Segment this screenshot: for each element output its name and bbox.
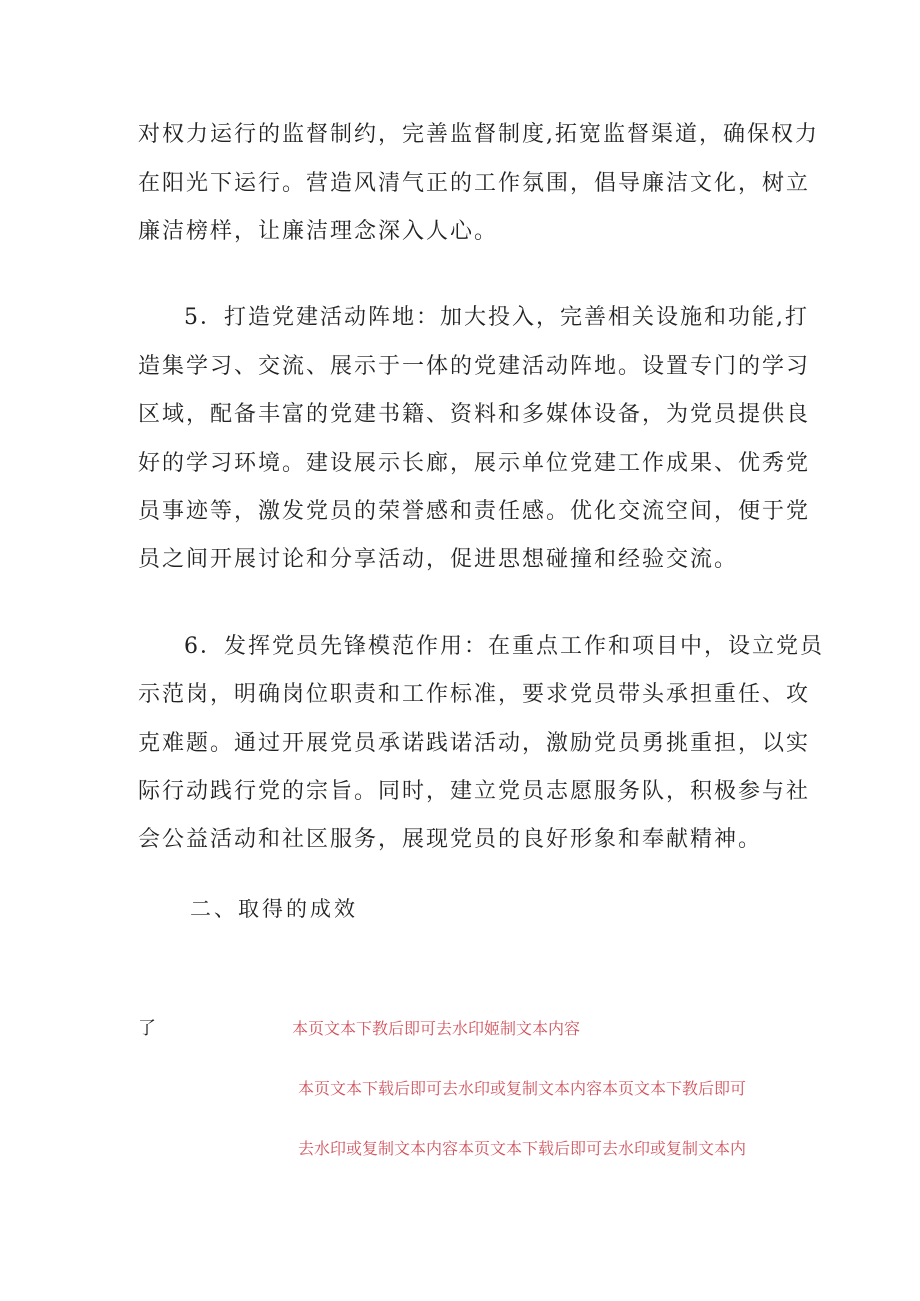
paragraph-5-line-5: 员事迹等，激发党员的荣誉感和责任感。优化交流空间，便于党 [138,499,811,524]
watermark-notice-line-1: 本页文本下教后即可去水印姬制文本内容 [292,1019,581,1038]
paragraph-5-line-3: 区域，配备丰富的党建书籍、资料和多媒体设备，为党员提供良 [138,402,811,427]
watermark-notice-line-2: 本页文本下载后即可去水印或复制文本内容本页文本下教后即可 [298,1079,747,1098]
paragraph-6-line-4: 际行动践行党的宗旨。同时，建立党员志愿服务队，积极参与社 [138,779,811,804]
paragraph-5-line-1: 5．打造党建活动阵地：加大投入，完善相关设施和功能,打 [184,305,809,330]
paragraph-prev-line-2: 在阳光下运行。营造风清气正的工作氛围，倡导廉洁文化，树立 [138,171,811,196]
paragraph-5-line-6: 员之间开展讨论和分享活动，促进思想碰撞和经验交流。 [138,547,739,572]
paragraph-6-line-3: 克难题。通过开展党员承诺践诺活动，激励党员勇挑重担，以实 [138,731,811,756]
paragraph-5-line-2: 造集学习、交流、展示于一体的党建活动阵地。设置专门的学习 [138,354,811,379]
paragraph-prev-line-1: 对权力运行的监督制约，完善监督制度,拓宽监督渠道，确保权力 [138,122,819,147]
stray-character: 了 [138,1018,156,1039]
paragraph-5-line-4: 好的学习环境。建设展示长廊，展示单位党建工作成果、优秀党 [138,451,811,476]
section-heading: 二、取得的成效 [190,897,358,921]
watermark-notice-line-3: 去水印或复制文本内容本页文本下载后即可去水印或复制文本内 [298,1139,747,1158]
paragraph-6-line-2: 示范岗，明确岗位职责和工作标准，要求党员带头承担重任、攻 [138,682,811,707]
paragraph-prev-line-3: 廉洁榜样，让廉洁理念深入人心。 [138,219,499,244]
paragraph-6-line-1: 6．发挥党员先锋模范作用：在重点工作和项目中，设立党员 [184,634,824,659]
paragraph-6-line-5: 会公益活动和社区服务，展现党员的良好形象和奉献精神。 [138,827,763,852]
